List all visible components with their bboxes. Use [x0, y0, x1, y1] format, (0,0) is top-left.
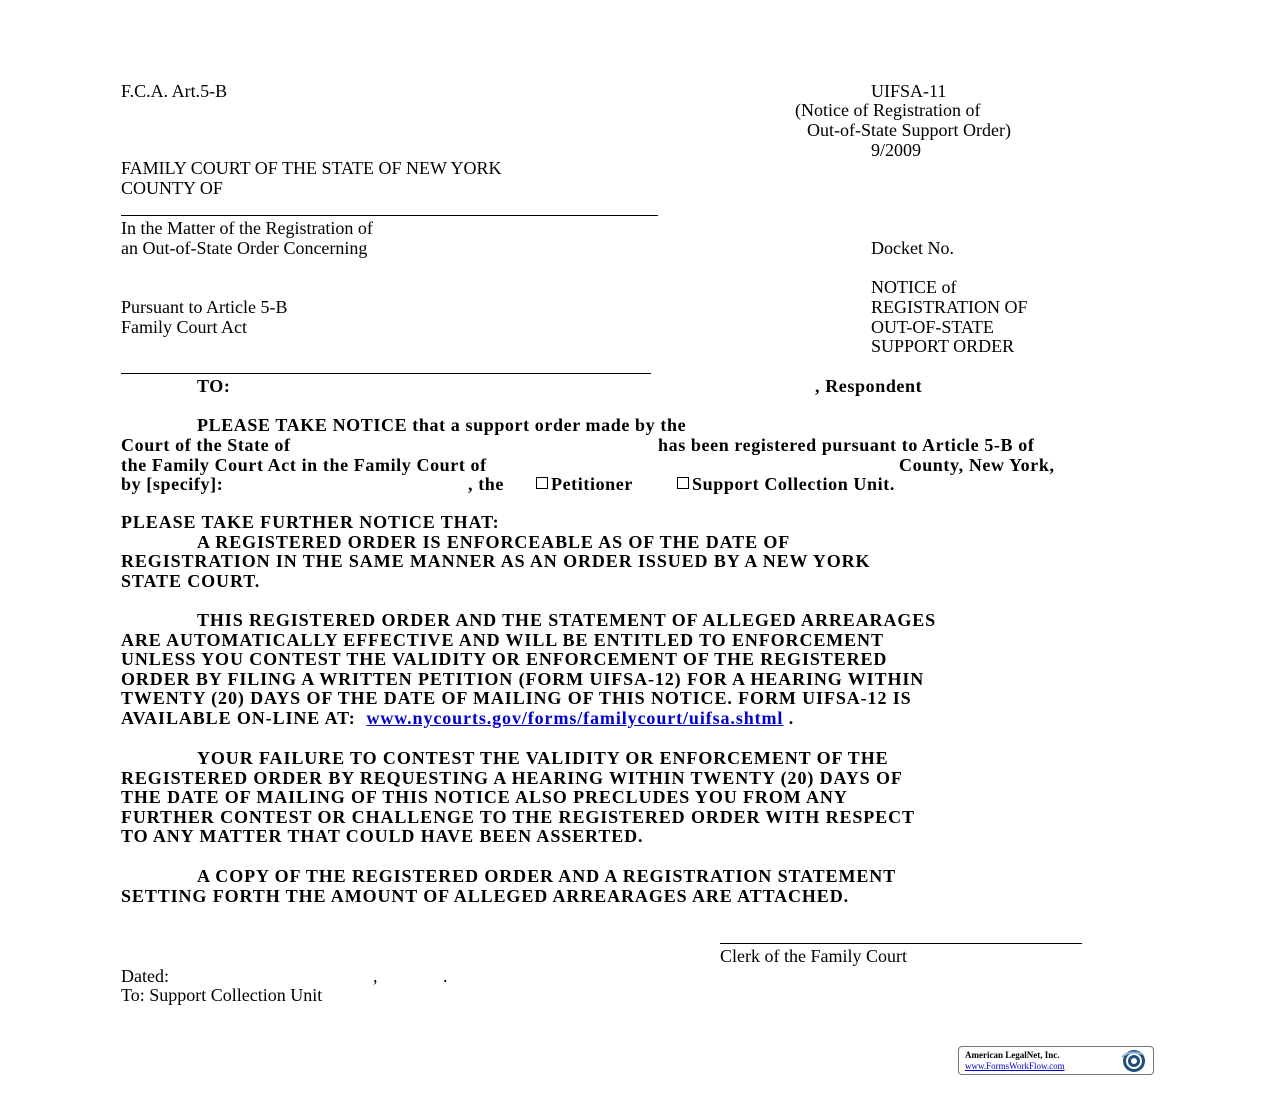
further-p2-line3: STATE COURT. [121, 570, 261, 591]
petitioner-label: Petitioner [551, 474, 633, 494]
clerk-signature-line [720, 943, 1082, 944]
respondent-label: , Respondent [815, 376, 923, 396]
notice-line4-start: by [specify]: [121, 474, 224, 494]
county-rule [121, 215, 658, 216]
to-label: TO: [197, 376, 231, 396]
pursuant-line1: Pursuant to Article 5-B [121, 297, 288, 317]
notice-line3-end: County, New York, [899, 455, 1055, 475]
uifsa-forms-link[interactable]: www.nycourts.gov/forms/familycourt/uifsa.shtml [366, 707, 784, 728]
failure-line5: TO ANY MATTER THAT COULD HAVE BEEN ASSERTED. [121, 826, 644, 847]
further-heading: PLEASE TAKE FURTHER NOTICE THAT: [121, 512, 500, 532]
further-p2-line1: A REGISTERED ORDER IS ENFORCEABLE AS OF THE DATE OF [197, 531, 791, 552]
notice-title-line3: OUT-OF-STATE [871, 317, 994, 337]
court-name: FAMILY COURT OF THE STATE OF NEW YORK [121, 158, 502, 178]
contest-line6 [121, 709, 1161, 729]
form-description-line1: (Notice of Registration of [795, 100, 981, 120]
form-description-line2: Out-of-State Support Order) [807, 120, 1011, 140]
failure-line3: THE DATE OF MAILING OF THIS NOTICE ALSO PRECLUDES YOU FROM ANY [121, 787, 848, 808]
contest-line4: ORDER BY FILING A WRITTEN PETITION (FORM UIFSA-12) FOR A HEARING WITHIN [121, 668, 925, 689]
attachment-line1: A COPY OF THE REGISTERED ORDER AND A REGISTRATION STATEMENT [197, 866, 897, 886]
contest-line5: TWENTY (20) DAYS OF THE DATE OF MAILING OF THIS NOTICE. FORM UIFSA-12 IS [121, 688, 912, 709]
link-period: . [788, 707, 795, 728]
publisher-logo-icon [1116, 1048, 1150, 1074]
attachment-line2: SETTING FORTH THE AMOUNT OF ALLEGED ARREARAGES ARE ATTACHED. [121, 885, 850, 906]
statute-reference: F.C.A. Art.5-B [121, 81, 228, 101]
further-p2-line2: REGISTRATION IN THE SAME MANNER AS AN ORDER ISSUED BY A NEW YORK [121, 551, 871, 572]
notice-line3-start: the Family Court Act in the Family Court of [121, 455, 487, 475]
failure-paragraph [121, 749, 1161, 847]
dated-period: . [443, 966, 448, 986]
scu-checkbox[interactable] [677, 477, 689, 489]
failure-line1: YOUR FAILURE TO CONTEST THE VALIDITY OR ENFORCEMENT OF THE [197, 748, 889, 768]
publisher-name: American LegalNet, Inc. [965, 1050, 1060, 1060]
attachment-paragraph [121, 867, 1161, 906]
publisher-url[interactable]: www.FormsWorkFlow.com [965, 1061, 1065, 1071]
matter-line2: an Out-of-State Order Concerning [121, 238, 368, 258]
publisher-badge[interactable] [958, 1046, 1154, 1075]
form-number: UIFSA-11 [871, 81, 947, 101]
failure-line2: REGISTERED ORDER BY REQUESTING A HEARING WITHIN TWENTY (20) DAYS OF [121, 767, 903, 788]
available-online-label: AVAILABLE ON-LINE AT: [121, 707, 356, 728]
to-support-collection-unit: To: Support Collection Unit [121, 985, 323, 1005]
further-notice-block [121, 513, 1161, 591]
notice-title-line2: REGISTRATION OF [871, 297, 1028, 317]
notice-line2-end: has been registered pursuant to Article 5-B of [658, 435, 1035, 455]
scu-label: Support Collection Unit. [692, 474, 895, 494]
dated-label: Dated: [121, 966, 169, 986]
notice-line4-the: , the [468, 474, 504, 494]
dated-comma: , [373, 966, 378, 986]
contest-paragraph [121, 611, 1161, 729]
pursuant-line2: Family Court Act [121, 317, 247, 337]
notice-title-line1: NOTICE of [871, 277, 957, 297]
notice-title-line4: SUPPORT ORDER [871, 336, 1015, 356]
caption-rule [121, 373, 651, 374]
clerk-label: Clerk of the Family Court [720, 946, 907, 966]
matter-line1: In the Matter of the Registration of [121, 218, 373, 238]
contest-line3: UNLESS YOU CONTEST THE VALIDITY OR ENFORCEMENT OF THE REGISTERED [121, 649, 888, 670]
petitioner-checkbox[interactable] [536, 477, 548, 489]
option-petitioner[interactable] [536, 474, 633, 494]
contest-line1: THIS REGISTERED ORDER AND THE STATEMENT OF ALLEGED ARREARAGES [197, 610, 937, 630]
option-support-collection-unit[interactable] [677, 474, 895, 494]
county-label: COUNTY OF [121, 178, 223, 198]
notice-line1: PLEASE TAKE NOTICE that a support order made by the [197, 415, 687, 435]
contest-line2: ARE AUTOMATICALLY EFFECTIVE AND WILL BE ENTITLED TO ENFORCEMENT [121, 629, 884, 650]
form-date: 9/2009 [871, 140, 922, 160]
docket-label: Docket No. [871, 238, 954, 258]
notice-line2-start: Court of the State of [121, 435, 291, 455]
failure-line4: FURTHER CONTEST OR CHALLENGE TO THE REGISTERED ORDER WITH RESPECT [121, 806, 915, 827]
